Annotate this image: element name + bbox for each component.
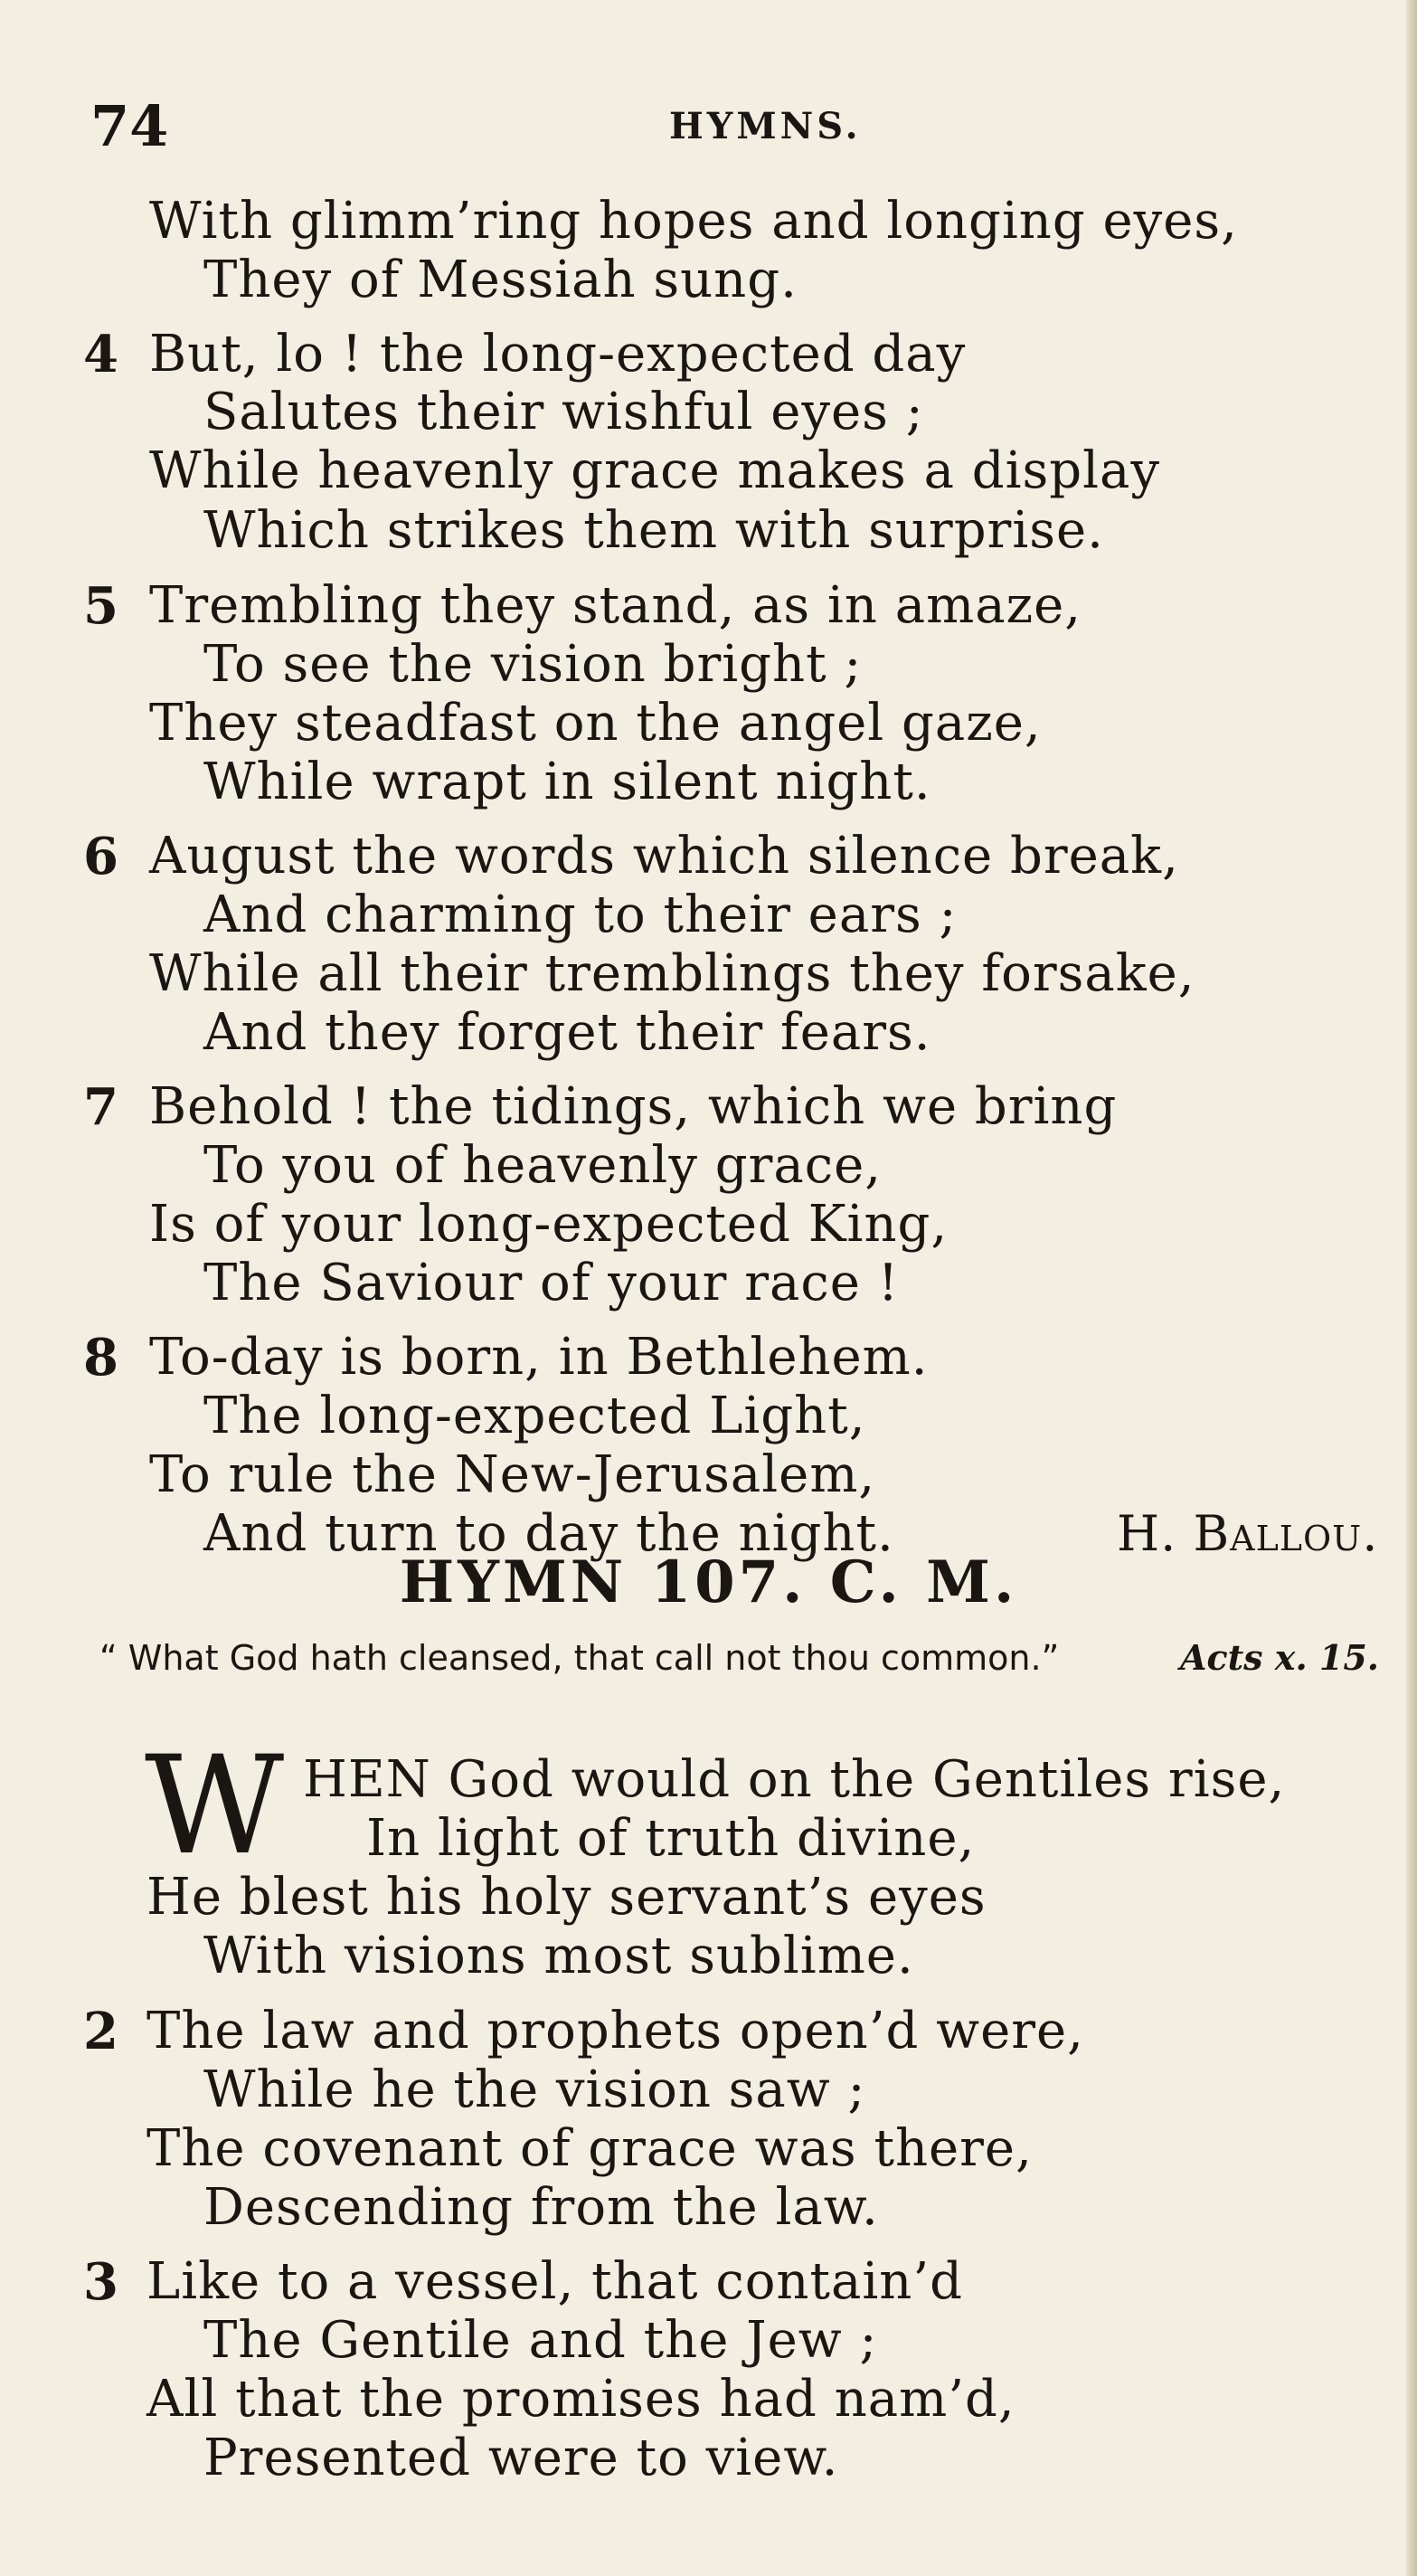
verse-line: He blest his holy servant’s eyes <box>146 1868 987 1927</box>
stanza-number: 2 <box>83 2002 118 2061</box>
epigraph-quote: “ What God hath cleansed, that call not thou common.” <box>99 1638 1060 1678</box>
verse-line: To rule the New-Jerusalem, <box>149 1445 876 1504</box>
verse-line: To you of heavenly grace, <box>203 1136 883 1195</box>
verse-line: The law and prophets open’d were, <box>146 2002 1084 2060</box>
verse-line: To-day is born, in Bethlehem. <box>149 1328 929 1387</box>
verse-line: While all their tremblings they forsake, <box>149 944 1195 1003</box>
stanza-number: 6 <box>83 827 118 886</box>
author-initial: H. <box>1117 1505 1177 1562</box>
verse-line: Descending from the law. <box>203 2178 879 2237</box>
verse-line: And they forget their fears. <box>203 1003 931 1062</box>
stanza-number: 3 <box>83 2252 118 2312</box>
verse-line: The long-expected Light, <box>203 1387 866 1445</box>
verse-line: HEN God would on the Gentiles rise, <box>303 1750 1286 1809</box>
verse-line: With visions most sublime. <box>203 1927 914 1985</box>
verse-line: And turn to day the night. <box>203 1504 894 1563</box>
verse-line: Behold ! the tidings, which we bring <box>149 1077 1118 1136</box>
verse-line: But, lo ! the long-expected day <box>149 325 967 384</box>
verse-line: Presented were to view. <box>203 2429 839 2487</box>
scripture-reference: Acts x. 15. <box>1180 1637 1380 1678</box>
page-header <box>90 90 1374 163</box>
verse-line: With glimm’ring hopes and longing eyes, <box>149 192 1238 251</box>
verse-line: Trembling they stand, as in amaze, <box>149 576 1082 635</box>
verse-line: While wrapt in silent night. <box>203 753 931 811</box>
verse-line: The covenant of grace was there, <box>146 2119 1033 2178</box>
verse-line: The Saviour of your race ! <box>203 1254 900 1312</box>
hymn-title: HYMN 107. C. M. <box>399 1548 1018 1616</box>
epigraph <box>99 1635 1384 1681</box>
page-edge-shadow <box>1406 0 1417 2576</box>
stanza-number: 5 <box>83 576 118 636</box>
verse-line: The Gentile and the Jew ; <box>203 2311 878 2370</box>
stanza-number: 7 <box>83 1077 118 1137</box>
verse-line: Which strikes them with surprise. <box>203 501 1104 560</box>
verse-line: Is of your long-expected King, <box>149 1195 949 1254</box>
verse-line: While he the vision saw ; <box>203 2060 866 2119</box>
stanza-number: 8 <box>83 1328 118 1387</box>
verse-line: To see the vision bright ; <box>203 635 863 694</box>
drop-cap: W <box>145 1728 285 1885</box>
verse-line: And charming to their ears ; <box>203 886 958 944</box>
verse-line: In light of truth divine, <box>366 1809 976 1868</box>
verse-line: They steadfast on the angel gaze, <box>149 694 1042 753</box>
verse-line: Like to a vessel, that contain’d <box>146 2252 964 2311</box>
verse-line: All that the promises had nam’d, <box>146 2370 1016 2429</box>
verse-line: Salutes their wishful eyes ; <box>203 383 924 441</box>
stanza-number: 4 <box>83 325 118 384</box>
page-number: 74 <box>90 93 169 159</box>
verse-line: They of Messiah sung. <box>203 251 798 309</box>
running-head: HYMNS. <box>669 105 862 147</box>
verse-line: While heavenly grace makes a display <box>149 441 1161 500</box>
author-name: Ballou. <box>1193 1505 1379 1562</box>
verse-line: August the words which silence break, <box>149 827 1179 886</box>
